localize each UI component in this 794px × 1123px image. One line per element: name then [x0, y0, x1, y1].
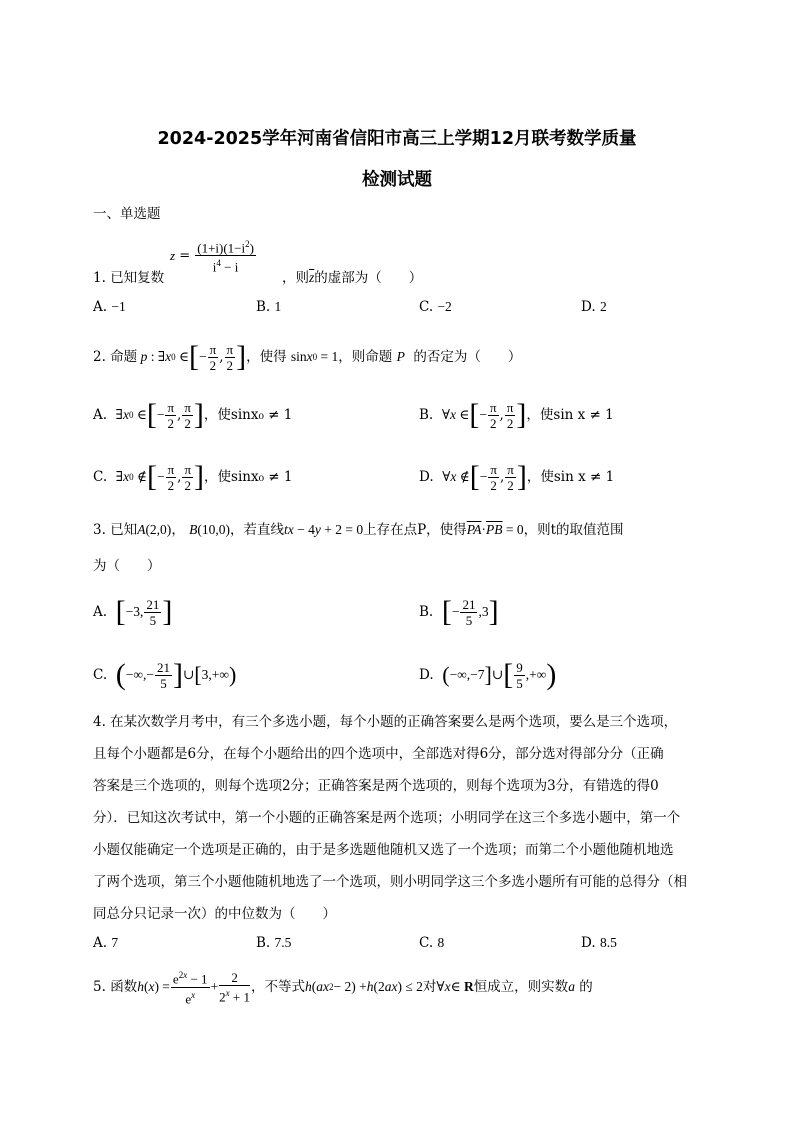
- q4-line-2: 且每个小题都是6分，在每个小题给出的四个选项中，全部选对得6分，部分选对得部分分（正确: [93, 746, 664, 762]
- q2-pre: 命题: [110, 349, 138, 365]
- q3-line-2: 为（ ）: [93, 558, 161, 574]
- q1-mid: ，则: [282, 270, 309, 286]
- q4-option-d: D. 8.5: [581, 935, 617, 951]
- q2-option-b: B. ∀ x ∈ [ − $\frac{\pi}{2}$ , $\frac{\pi}{2}$ ] ，使sin x ≠ 1: [419, 398, 614, 431]
- q2-post: 的否定为（ ）: [413, 349, 522, 365]
- q4-line-6: 了两个选项，第三个小题他随机地选了一个选项，则小明同学这三个多选小题所有可能的总得分（相: [93, 874, 687, 890]
- q4-line-1: 4. 在某次数学月考中，有三个多选小题，每个小题的正确答案要么是两个选项，要么是三个选项，: [93, 714, 678, 730]
- question-5: 5. 函数 h ( x ) = $\frac{e^{2x} - 1}{e^x}$ + $\frac{2}{2^x + 1}$ ，不等式 h ( ax 2 − 2) + h (2 ax ) ≤ 2 对 ∀ x ∈ R 恒成立，则实数 a 的: [93, 969, 593, 1006]
- question-1: [93, 268, 164, 288]
- q1-option-d: D. 2: [581, 299, 607, 315]
- q2-num: 2.: [93, 349, 106, 365]
- q4-option-b: B. 7.5: [256, 935, 292, 951]
- q4-option-a: A. 7: [93, 935, 119, 951]
- q2-mid2: ，则命题: [338, 349, 393, 365]
- q3-option-a: A. [ −3, $\frac{21}{5}$ ]: [93, 595, 173, 628]
- q4-option-c: C. 8: [419, 935, 445, 951]
- title-line-1: 2024-2025学年河南省信阳市高三上学期12月联考数学质量: [157, 129, 637, 149]
- q1-option-b: B. 1: [256, 299, 282, 315]
- q1-formula: z = $\frac{(1+i)(1-i^2)}{i^4 - i}$: [170, 239, 254, 275]
- q3-option-d: D. ( −∞,−7 ] ∪ [ $\frac{9}{5}$ ,+∞ ): [419, 658, 557, 691]
- q3-option-c: C. ( −∞,− $\frac{21}{5}$ ] ∪ [ 3,+∞ ): [93, 658, 237, 691]
- q1-tail: ，则$\overline{z}$的虚部为（ ）: [282, 270, 423, 286]
- q1-option-a: A. −1: [93, 299, 126, 315]
- q3-option-b: B. [ − $\frac{21}{5}$ ,3 ]: [419, 595, 499, 628]
- title-line-2: 检测试题: [362, 170, 432, 190]
- question-3: 3. 已知A(2,0)， B(10,0)，若直线tx − 4y + 2 = 0上存在点P，使得$\overline{PA}\cdot\overline{PB} = 0$，则t的取值范围: [93, 522, 624, 538]
- q1-option-c: C. −2: [419, 299, 452, 315]
- q4-line-3: 答案是三个选项的，则每个选项2分；正确答案是两个选项的，则每个选项为3分，有错选的得0: [93, 778, 659, 794]
- q1-num: 1.: [93, 270, 106, 286]
- q2-mid1: ，使得: [246, 349, 287, 365]
- q2-option-c: C. ∃ x 0 ∉ [ − $\frac{\pi}{2}$ , $\frac{\pi}{2}$ ] ，使sinx₀ ≠ 1: [93, 460, 293, 493]
- q4-line-5: 小题仅能确定一个选项是正确的，由于是多选题他随机又选了一个选项；而第二个小题他随机地选: [93, 842, 674, 858]
- q1-post: 的虚部为（ ）: [314, 270, 423, 286]
- q2-option-a: A. ∃ x 0 ∈ [ − $\frac{\pi}{2}$ , $\frac{\pi}{2}$ ] ，使sinx₀ ≠ 1: [93, 398, 293, 431]
- q2-option-d: D. ∀ x ∉ [ − $\frac{\pi}{2}$ , $\frac{\pi}{2}$ ] ，使sin x ≠ 1: [419, 460, 615, 493]
- section-heading: 一、单选题: [93, 206, 161, 222]
- q1-pre: 已知复数: [110, 270, 165, 286]
- q4-line-4: 分）．已知这次考试中，第一个小题的正确答案是两个选项；小明同学在这三个多选小题中，第一个: [93, 810, 681, 826]
- q4-line-7: 同总分只记录一次）的中位数为（ ）: [93, 906, 336, 922]
- question-2: 2. 命题 p : ∃ x 0 ∈ [ − $\frac{\pi}{2}$ , $\frac{\pi}{2}$ ] ，使得 sin x 0 = 1 ，则命题 P 的否定为（ ）: [93, 340, 522, 373]
